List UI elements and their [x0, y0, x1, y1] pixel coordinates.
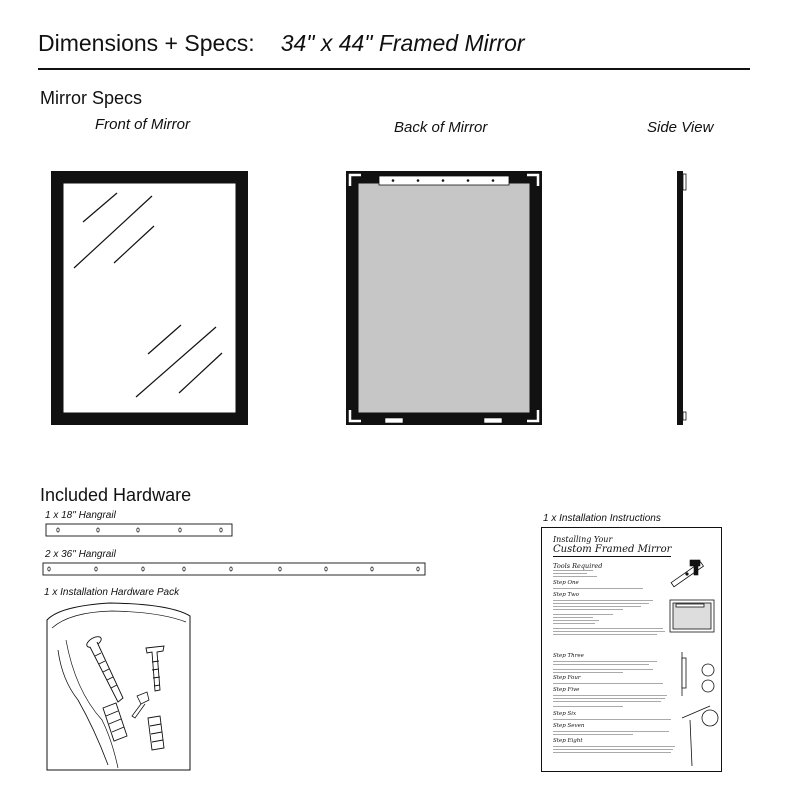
title-main: Dimensions + Specs: — [38, 30, 255, 56]
doc-illustrations — [542, 528, 723, 773]
hardware-pack-drawing — [47, 603, 190, 770]
instructions-label: 1 x Installation Instructions — [543, 513, 661, 524]
title-product: 34" x 44" Framed Mirror — [280, 30, 525, 56]
front-of-mirror-label: Front of Mirror — [95, 116, 191, 133]
included-hardware-heading: Included Hardware — [40, 485, 192, 505]
doc-step-7: Step Seven — [553, 723, 585, 729]
instructions-document — [541, 527, 722, 772]
doc-step-6: Step Six — [553, 711, 577, 717]
doc-step-8: Step Eight — [553, 738, 583, 744]
doc-step-4: Step Four — [553, 675, 581, 681]
back-of-mirror-label: Back of Mirror — [394, 119, 488, 136]
doc-title-line2: Custom Framed Mirror — [553, 544, 672, 555]
hangrail-18-drawing — [46, 524, 232, 536]
hangrail-36-label: 2 x 36" Hangrail — [45, 549, 116, 560]
hangrail-18-label: 1 x 18" Hangrail — [45, 510, 116, 521]
doc-step-2: Step Two — [553, 592, 579, 598]
mirror-specs-heading: Mirror Specs — [40, 88, 143, 108]
hardware-pack-label: 1 x Installation Hardware Pack — [44, 587, 180, 598]
doc-step-3: Step Three — [553, 653, 584, 659]
side-view-label: Side View — [647, 119, 714, 136]
doc-tools-heading: Tools Required — [553, 562, 603, 570]
doc-title-line1: Installing Your — [553, 535, 613, 544]
doc-step-5: Step Five — [553, 687, 580, 693]
doc-step-1: Step One — [553, 580, 579, 586]
hangrail-36-drawing — [43, 563, 425, 575]
